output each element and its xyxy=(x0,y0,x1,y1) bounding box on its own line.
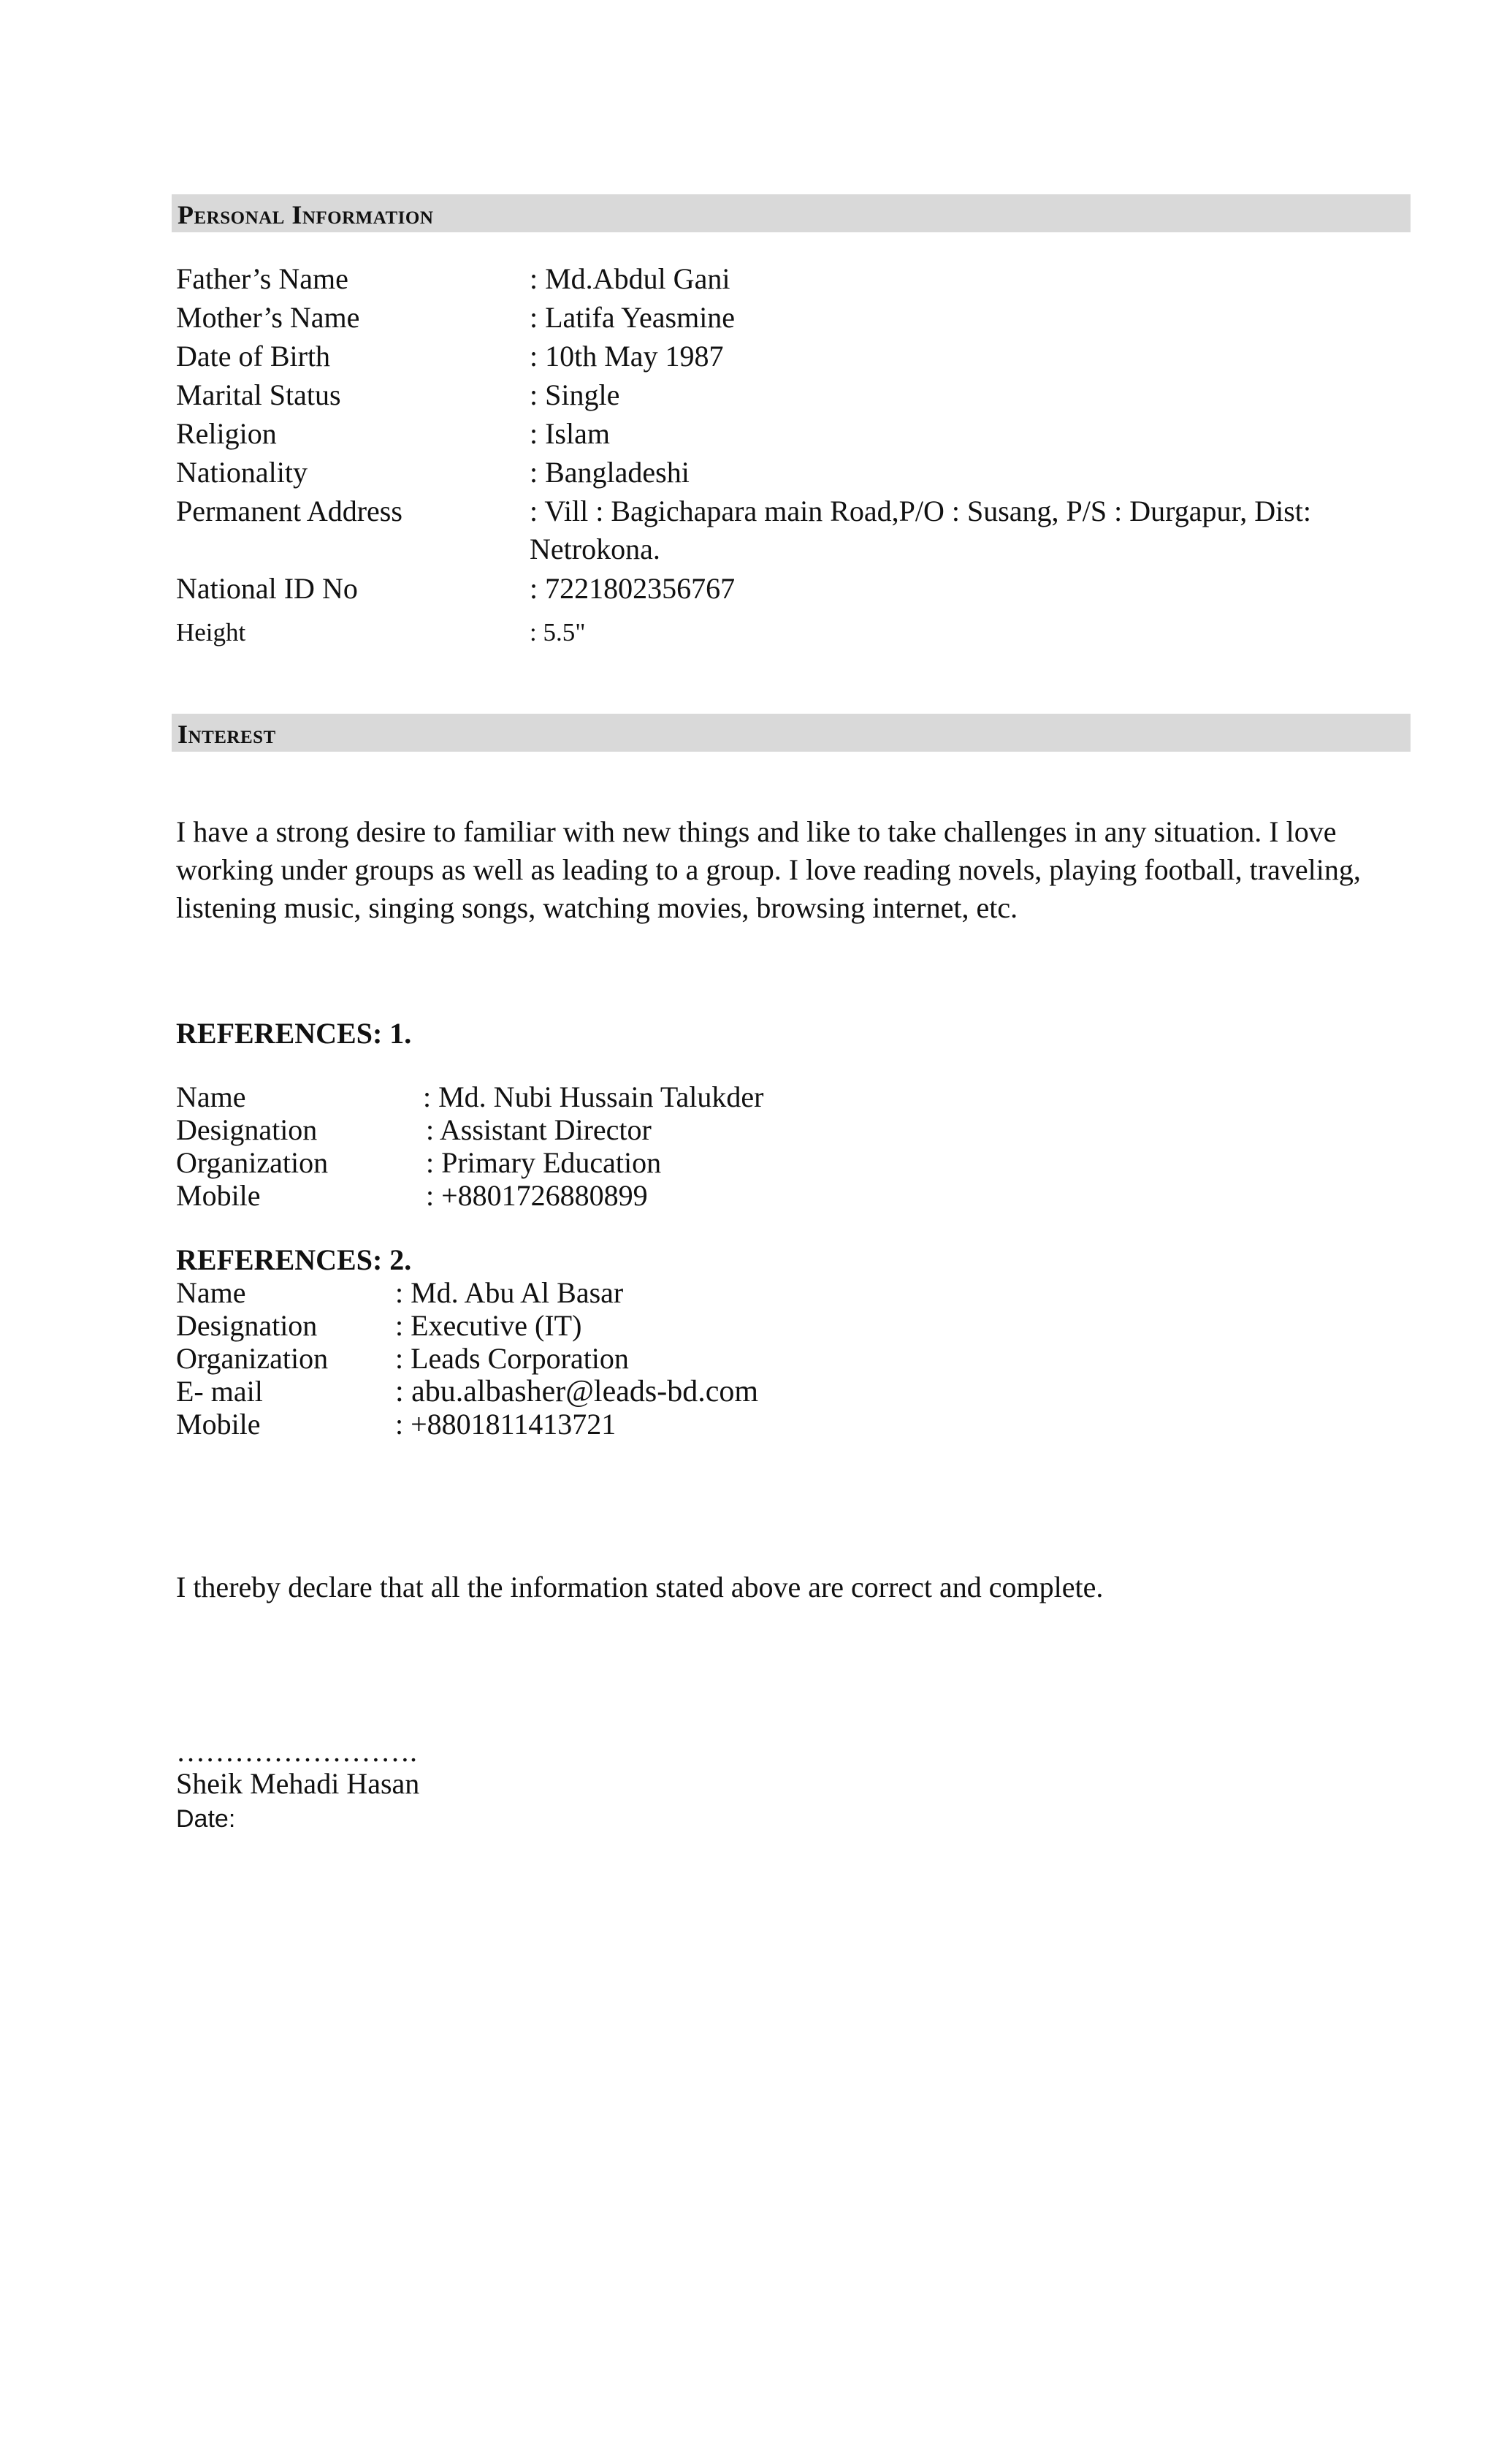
field-value: : +8801811413721 xyxy=(395,1408,617,1441)
field-value: : 7221802356767 xyxy=(530,572,736,605)
field-value: : Leads Corporation xyxy=(395,1342,629,1375)
field-label: Mother’s Name xyxy=(176,301,360,334)
declaration-text: I thereby declare that all the information stated above are correct and complete. xyxy=(176,1571,1104,1603)
field-label: Organization xyxy=(176,1342,329,1375)
field-value: : Md. Nubi Hussain Talukder xyxy=(423,1080,764,1113)
field-label: Permanent Address xyxy=(176,495,402,527)
field-label: Religion xyxy=(176,417,277,450)
field-label: Name xyxy=(176,1276,246,1309)
field-value: : Md. Abu Al Basar xyxy=(395,1276,624,1309)
field-value: : Assistant Director xyxy=(426,1113,652,1146)
reference-2-heading: REFERENCES: 2. xyxy=(176,1243,412,1276)
field-label: Father’s Name xyxy=(176,262,348,295)
field-value: : +8801726880899 xyxy=(426,1179,648,1212)
field-label: Name xyxy=(176,1080,246,1113)
field-label: Designation xyxy=(176,1309,318,1342)
personal-information-header xyxy=(172,194,1411,232)
field-label: Marital Status xyxy=(176,378,341,411)
field-label: Organization xyxy=(176,1146,329,1179)
field-value: : Bangladeshi xyxy=(530,456,690,489)
field-label: Nationality xyxy=(176,456,308,489)
field-value: : 5.5" xyxy=(530,618,586,646)
field-label: Designation xyxy=(176,1113,318,1146)
signature-line: ……………………. xyxy=(176,1735,417,1768)
reference-1-heading: REFERENCES: 1. xyxy=(176,1017,412,1050)
interest-header xyxy=(172,714,1411,752)
field-value: : 10th May 1987 xyxy=(530,340,724,373)
field-value: : Md.Abdul Gani xyxy=(530,262,730,295)
section-title: Interest xyxy=(178,720,276,749)
field-value: : Latifa Yeasmine xyxy=(530,301,736,334)
field-value: : Islam xyxy=(530,417,610,450)
date-label: Date: xyxy=(176,1805,236,1833)
field-value: : Vill : Bagichapara main Road,P/O : Susang, P/S : Durgapur, Dist: Netrokona. xyxy=(530,495,1312,565)
email-link[interactable]: : abu.albasher@leads-bd.com xyxy=(395,1375,759,1408)
field-label: National ID No xyxy=(176,572,358,605)
signatory-name: Sheik Mehadi Hasan xyxy=(176,1767,420,1800)
field-label: Mobile xyxy=(176,1179,261,1212)
field-value: : Single xyxy=(530,378,620,411)
section-title: Personal Information xyxy=(178,200,434,229)
field-value: : Executive (IT) xyxy=(395,1309,582,1342)
field-label: Height xyxy=(176,618,246,646)
field-label: Date of Birth xyxy=(176,340,331,373)
interest-text: I have a strong desire to familiar with new things and like to take challenges in any situation. I love working under groups as well as leading to a group. I love reading novels, playing football, traveling, listening music, singing songs, watching movies, browsing internet, etc. xyxy=(176,815,1361,924)
field-label: Mobile xyxy=(176,1408,261,1441)
field-value: : Primary Education xyxy=(426,1146,662,1179)
field-label: E- mail xyxy=(176,1375,263,1408)
